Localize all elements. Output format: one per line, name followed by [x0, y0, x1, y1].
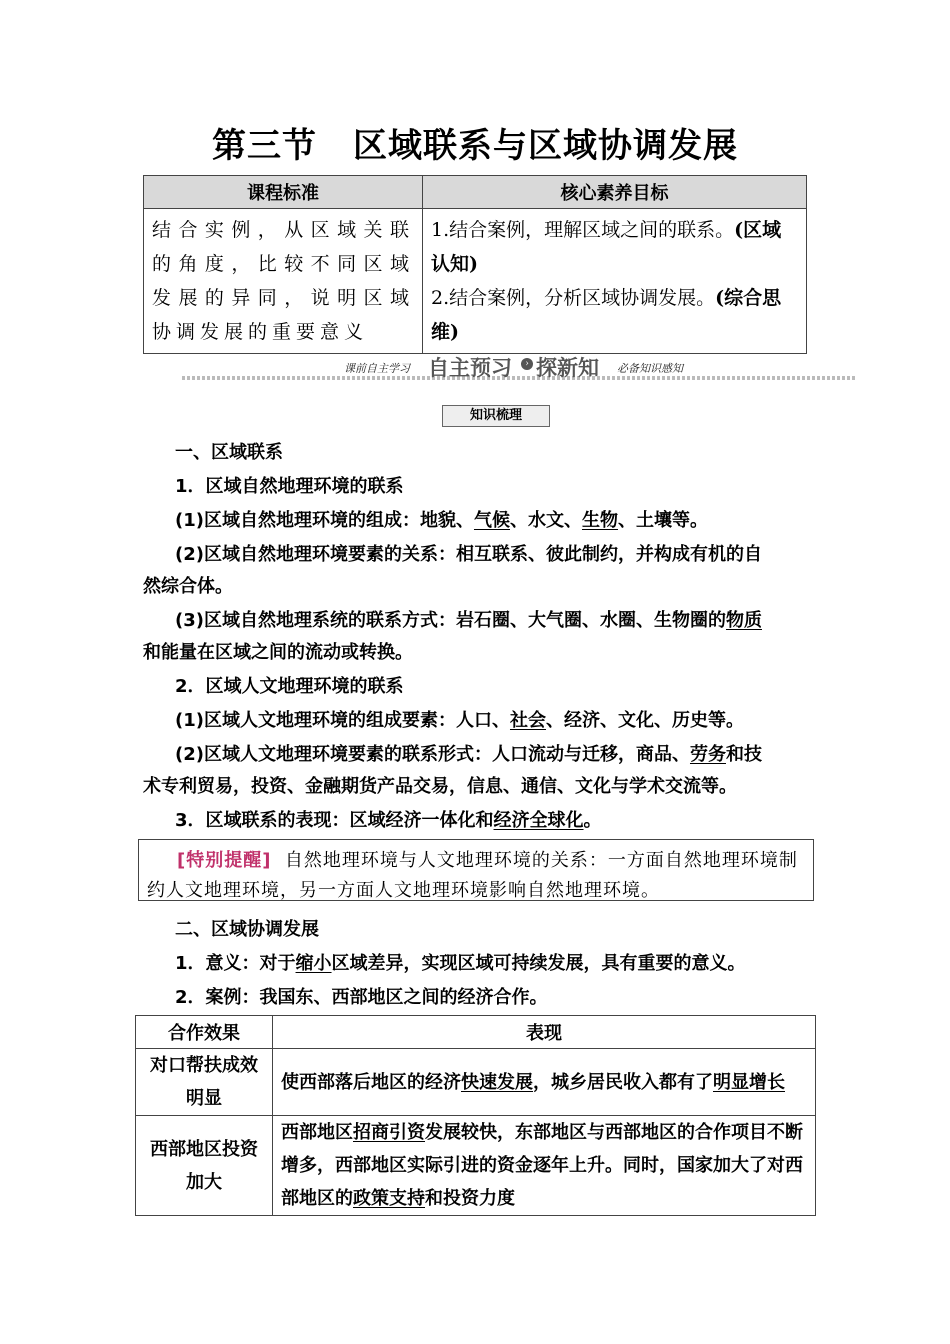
page-title: [0, 118, 950, 167]
paragraph-1: (1)区域自然地理环境的组成：地貌、气候、水文、生物、土壤等。: [175, 510, 708, 531]
meaning-line: 1．意义：对于缩小区域差异，实现区域可持续发展，具有重要的意义。: [175, 953, 746, 974]
heading-1: 一、区域联系: [175, 442, 283, 463]
core-goals-cell: [423, 209, 807, 354]
paragraph-5-cont: 术专利贸易，投资、金融期货产品交易，信息、通信、文化与学术交流等。: [143, 776, 737, 797]
goal-2: 2.结合案例，分析区域协调发展。: [431, 287, 716, 309]
subheading-1: 1．区域自然地理环境的联系: [175, 476, 404, 497]
special-reminder-box: [138, 839, 814, 901]
goal-2-tag: (综合思维): [431, 287, 782, 343]
banner-left-label: 课前自主学习: [344, 362, 410, 375]
row-1-value: 使西部落后地区的经济快速发展，城乡居民收入都有了明显增长: [273, 1049, 816, 1116]
goal-1: 1.结合案例，理解区域之间的联系。: [431, 219, 735, 241]
knowledge-tag: 知识梳理: [442, 405, 550, 427]
row-2-key: 西部地区投资加大: [136, 1116, 273, 1216]
header-course-standard: 课程标准: [144, 176, 423, 209]
banner-main-2: 探新知: [536, 356, 599, 380]
header-performance: 表现: [273, 1016, 816, 1049]
paragraph-3: (3)区域自然地理系统的联系方式：岩石圈、大气圈、水圈、生物圈的物质: [175, 610, 762, 631]
paragraph-2-cont: 然综合体。: [143, 576, 233, 597]
header-core-goals: 核心素养目标: [423, 176, 807, 209]
case-line: 2．案例：我国东、西部地区之间的经济合作。: [175, 987, 548, 1008]
subheading-3: 3．区域联系的表现：区域经济一体化和经济全球化。: [175, 810, 602, 831]
heading-2: 二、区域协调发展: [175, 919, 319, 940]
course-standard-cell: 结合实例，从区域关联的角度，比较不同区域发展的异同，说明区域协调发展的重要意义: [144, 209, 423, 354]
banner-main-1: 自主预习: [428, 356, 512, 380]
chevron-right-icon: ›: [521, 358, 533, 370]
section-name: 区域联系与区域协调发展: [353, 126, 738, 166]
header-effect: 合作效果: [136, 1016, 273, 1049]
standards-table: [143, 175, 807, 354]
paragraph-2: (2)区域自然地理环境要素的关系：相互联系、彼此制约，并构成有机的自: [175, 544, 762, 565]
row-1-key: 对口帮扶成效明显: [136, 1049, 273, 1116]
section-banner: [182, 352, 856, 382]
section-number: 第三节: [212, 126, 317, 166]
reminder-line-2: 约人文地理环境，另一方面人文地理环境影响自然地理环境。: [147, 880, 660, 901]
reminder-line-1: [特别提醒] 自然地理环境与人文地理环境的关系：一方面自然地理环境制: [177, 850, 798, 871]
subheading-2: 2．区域人文地理环境的联系: [175, 676, 404, 697]
paragraph-3-cont: 和能量在区域之间的流动或转换。: [143, 642, 413, 663]
banner-right-label: 必备知识感知: [617, 362, 683, 375]
cooperation-table: [135, 1015, 816, 1216]
banner-rule: [182, 376, 856, 380]
reminder-tag: [特别提醒]: [177, 850, 272, 871]
paragraph-4: (1)区域人文地理环境的组成要素：人口、社会、经济、文化、历史等。: [175, 710, 744, 731]
goal-1-tag: (区域认知): [431, 219, 782, 275]
paragraph-5: (2)区域人文地理环境要素的联系形式：人口流动与迁移，商品、劳务和技: [175, 744, 762, 765]
row-2-value: 西部地区招商引资发展较快，东部地区与西部地区的合作项目不断增多，西部地区实际引进的资金逐年上升。同时，国家加大了对西部地区的政策支持和投资力度: [273, 1116, 816, 1216]
